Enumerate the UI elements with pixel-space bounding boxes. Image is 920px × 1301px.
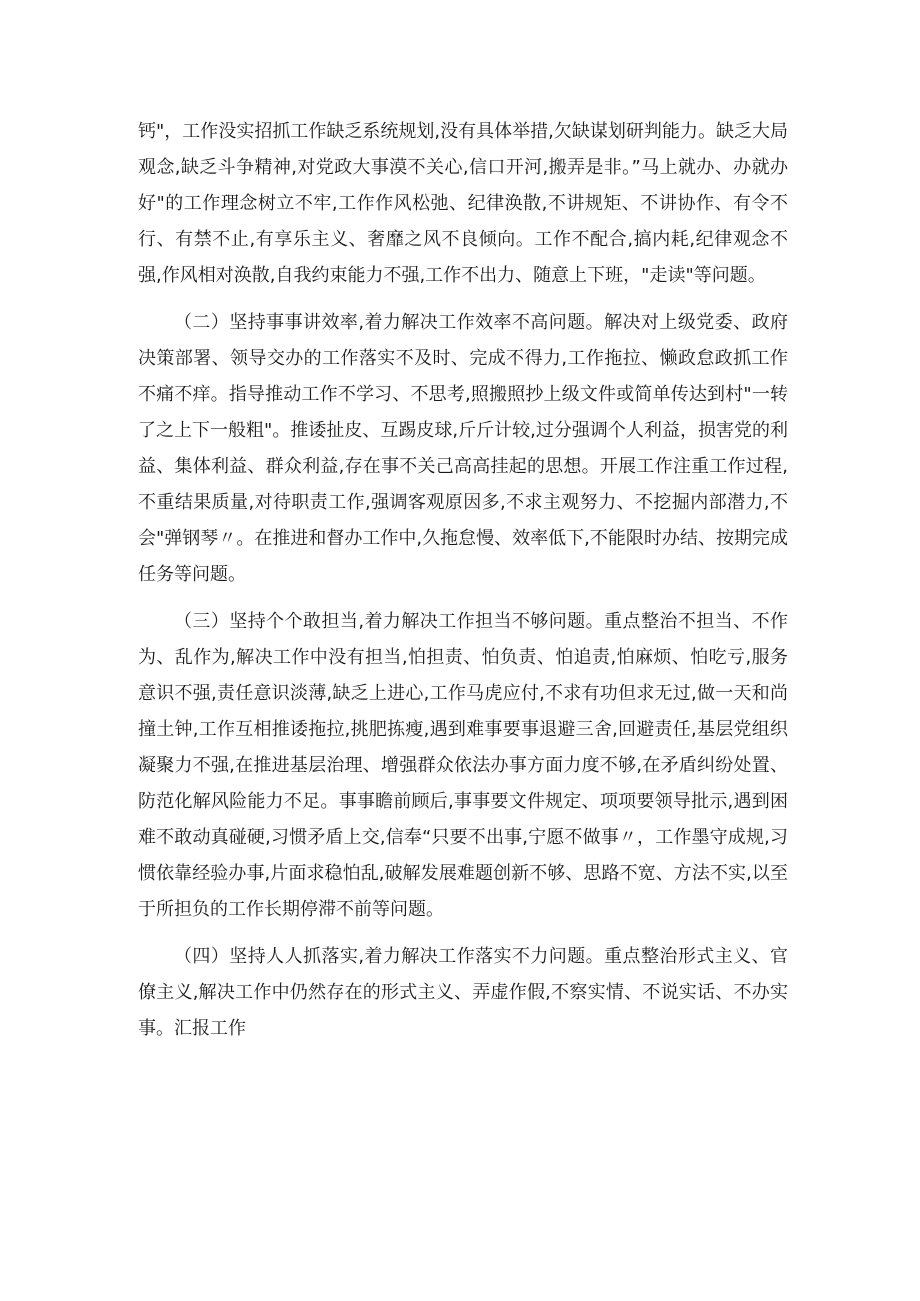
paragraph-section-four: （四）坚持人人抓落实,着力解决工作落实不力问题。重点整治形式主义、官僚主义,解决工作中仍然存在的形式主义、弄虚作假,不察实情、不说实话、不办实事。汇报工作 xyxy=(138,946,788,1039)
paragraph-section-two: （二）坚持事事讲效率,着力解决工作效率不高问题。解决对上级党委、政府决策部署、领导交办的工作落实不及时、完成不得力,工作拖拉、懒政怠政抓工作不痛不痒。指导推动工作不学习、不思考,照搬照抄上级文件或简单传达到村"一转了之上下一般粗"。推诿扯皮、互踢皮球,斤斤计较,过分强调个人利益，损害党的利益、集体利益、群众利益,存在事不关己高高挂起的思想。开展工作注重工作过程,不重结果质量,对待职责工作,强调客观原因多,不求主观努力、不挖掘内部潜力,不会"弹钢琴〃。在推进和督办工作中,久拖怠慢、效率低下,不能限时办结、按期完成任务等问题。 xyxy=(138,312,788,585)
paragraph-continuation: 钙"，工作没实招抓工作缺乏系统规划,没有具体举措,欠缺谋划研判能力。缺乏大局观念,缺乏斗争精神,对党政大事漠不关心,信口开河,搬弄是非。”马上就办、办就办好"的工作理念树立不牢,工作作风松弛、纪律涣散,不讲规矩、不讲协作、有令不行、有禁不止,有享乐主义、奢靡之风不良倾向。工作不配合,搞内耗,纪律观念不强,作风相对涣散,自我约束能力不强,工作不出力、随意上下班，"走读"等问题。 xyxy=(138,121,788,286)
document-body xyxy=(138,114,788,1058)
paragraph-section-three: （三）坚持个个敢担当,着力解决工作担当不够问题。重点整治不担当、不作为、乱作为,解决工作中没有担当,怕担责、怕负责、怕追责,怕麻烦、怕吃亏,服务意识不强,责任意识淡薄,缺乏上进心,工作马虎应付,不求有功但求无过,做一天和尚撞土钟,工作互相推诿拖拉,挑肥拣瘦,遇到难事要事退避三舍,回避责任,基层党组织凝聚力不强,在推进基层治理、增强群众依法办事方面力度不够,在矛盾纠纷处置、防范化解风险能力不足。事事瞻前顾后,事事要文件规定、项项要领导批示,遇到困难不敢动真碰硬,习惯矛盾上交,信奉“只要不出事,宁愿不做事〃，工作墨守成规,习惯依靠经验办事,片面求稳怕乱,破解发展难题创新不够、思路不宽、方法不实,以至于所担负的工作长期停滞不前等问题。 xyxy=(138,611,788,920)
